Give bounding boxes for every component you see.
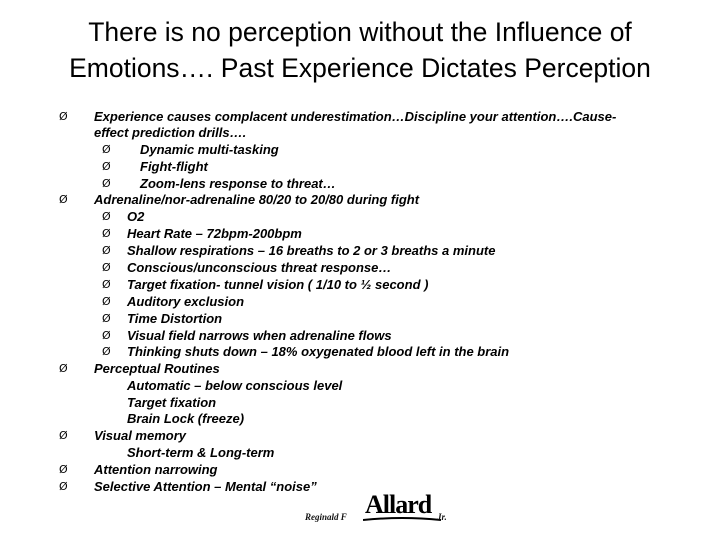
bullet-selective-attention: Selective Attention – Mental “noise”	[94, 479, 317, 494]
routine-item-brain-lock: Brain Lock (freeze)	[127, 411, 245, 426]
slide-title-line-2: Emotions…. Past Experience Dictates Perception	[69, 53, 651, 83]
bullet-experience-line-2: effect prediction drills….	[94, 125, 247, 140]
logo-swoosh-icon	[363, 516, 441, 522]
routine-item-automatic: Automatic – below conscious level	[127, 378, 343, 393]
sub-bullet-arrow-icon: Ø	[102, 177, 111, 190]
sub-bullet-arrow-icon: Ø	[102, 345, 111, 358]
logo-prefix: Reginald F	[305, 512, 347, 522]
sub-bullet-arrow-icon: Ø	[102, 295, 111, 308]
bullet-adrenaline: Adrenaline/nor-adrenaline 80/20 to 20/80 during fight	[94, 192, 420, 207]
bullet-arrow-icon: Ø	[59, 429, 68, 442]
sub-bullet-thinking: Thinking shuts down – 18% oxygenated blood left in the brain	[127, 344, 510, 359]
sub-bullet-arrow-icon: Ø	[102, 244, 111, 257]
bullet-visual-memory: Visual memory	[94, 428, 187, 443]
sub-bullet-o2: O2	[127, 209, 145, 224]
sub-bullet-arrow-icon: Ø	[102, 278, 111, 291]
sub-bullet-arrow-icon: Ø	[102, 261, 111, 274]
logo-wordmark: Allard	[365, 490, 432, 519]
sub-bullet-zoom-lens: Zoom-lens response to threat…	[140, 176, 336, 191]
bullet-arrow-icon: Ø	[59, 362, 68, 375]
bullet-attention-narrowing: Attention narrowing	[94, 462, 218, 477]
sub-bullet-arrow-icon: Ø	[102, 210, 111, 223]
sub-bullet-threat-response: Conscious/unconscious threat response…	[127, 260, 392, 275]
sub-bullet-arrow-icon: Ø	[102, 143, 111, 156]
bullet-arrow-icon: Ø	[59, 193, 68, 206]
bullet-arrow-icon: Ø	[59, 110, 68, 123]
sub-bullet-auditory-exclusion: Auditory exclusion	[127, 294, 245, 309]
sub-bullet-multitasking: Dynamic multi-tasking	[140, 142, 279, 157]
sub-bullet-respirations: Shallow respirations – 16 breaths to 2 or 3 breaths a minute	[127, 243, 496, 258]
bullet-experience-line-1: Experience causes complacent underestimation…Discipline your attention….Cause-	[94, 109, 617, 124]
memory-item-short-long-term: Short-term & Long-term	[127, 445, 275, 460]
sub-bullet-target-fixation: Target fixation- tunnel vision ( 1/10 to ½ second )	[127, 277, 429, 292]
sub-bullet-time-distortion: Time Distortion	[127, 311, 223, 326]
sub-bullet-visual-field: Visual field narrows when adrenaline flows	[127, 328, 392, 343]
bullet-arrow-icon: Ø	[59, 463, 68, 476]
sub-bullet-arrow-icon: Ø	[102, 227, 111, 240]
sub-bullet-fight-flight: Fight-flight	[140, 159, 208, 174]
allard-logo	[305, 490, 475, 530]
slide-title-line-1: There is no perception without the Influence of	[88, 17, 632, 47]
bullet-arrow-icon: Ø	[59, 480, 68, 493]
sub-bullet-arrow-icon: Ø	[102, 329, 111, 342]
routine-item-target-fixation: Target fixation	[127, 395, 217, 410]
bullet-perceptual-routines: Perceptual Routines	[94, 361, 220, 376]
logo-suffix: Jr.	[437, 512, 447, 522]
sub-bullet-arrow-icon: Ø	[102, 160, 111, 173]
sub-bullet-arrow-icon: Ø	[102, 312, 111, 325]
sub-bullet-heart-rate: Heart Rate – 72bpm-200bpm	[127, 226, 302, 241]
